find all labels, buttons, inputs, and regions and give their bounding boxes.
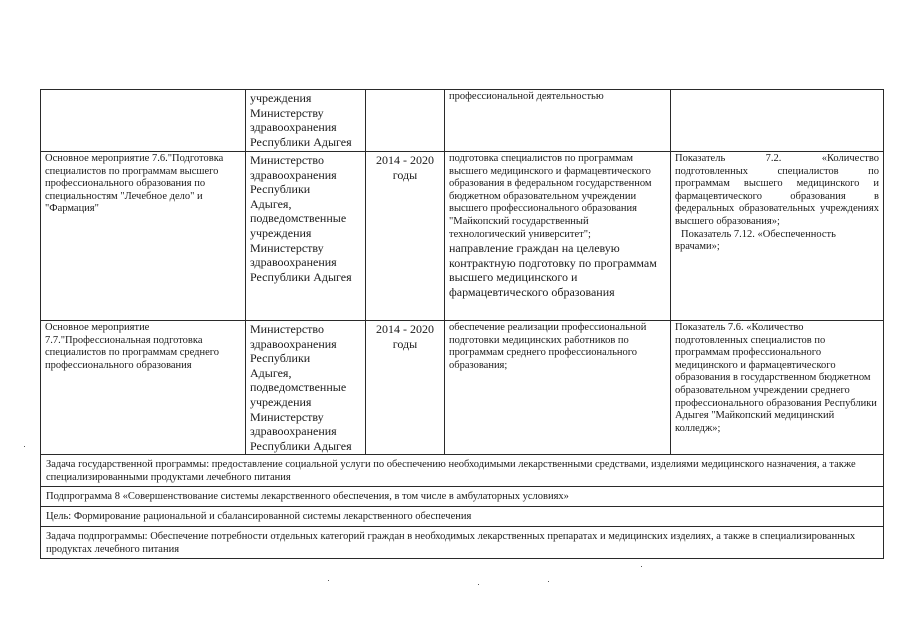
scan-speck — [24, 446, 25, 447]
executor-line: Республики Адыгея — [250, 438, 352, 453]
executor-line: здравоохранения — [250, 120, 337, 135]
table-row — [41, 507, 884, 527]
table-row — [41, 455, 884, 487]
subprogram-task-row: Задача подпрограммы: Обеспечение потребности отдельных категорий граждан в необходимых лекарственных препаратах и медицинских изделиях, а также в специализированных продуктах лечебного питания — [41, 527, 884, 559]
executor-line: Министерству — [250, 409, 324, 424]
executor-line: здравоохранения — [250, 167, 337, 182]
indicator-text: Показатель 7.12. «Обеспеченность врачами»; — [675, 228, 836, 253]
executor-line: Республики — [250, 351, 311, 366]
table-row — [41, 321, 884, 455]
scan-speck — [548, 581, 549, 582]
executor-line: Адыгея, — [250, 196, 292, 211]
measure-cell: Основное мероприятие 7.6."Подготовка специалистов по программам высшего профессионального образования по специальностям "Лечебное дело" и "Фармация" — [41, 152, 246, 321]
table-row — [41, 487, 884, 507]
scan-speck — [328, 580, 329, 581]
executor-line: Министерству — [250, 105, 324, 120]
goal-row: Цель: Формирование рациональной и сбалансированной системы лекарственного обеспечения — [41, 507, 884, 527]
content-cell — [445, 152, 671, 321]
content-cell: обеспечение реализации профессиональной подготовки медицинских работников по программам среднего профессионального образования; — [445, 321, 671, 455]
executor-line: здравоохранения — [250, 336, 337, 351]
measure-cell: Основное мероприятие 7.7."Профессиональная подготовка специалистов по программам среднего профессионального образования — [41, 321, 246, 455]
indicators-cell: Показатель 7.6. «Количество подготовленных специалистов по программам профессионального медицинского и фармацевтического образования в государственном бюджетном образовательном учреждении среднего профессионального образования Республики Адыгея "Майкопский медицинский колледж»; — [671, 321, 884, 455]
executor-cell — [246, 152, 366, 321]
table-row — [41, 527, 884, 559]
executor-line: учреждения — [250, 225, 312, 240]
indicators-cell — [671, 90, 884, 152]
scan-speck — [641, 566, 642, 567]
executor-line: учреждения — [250, 394, 312, 409]
executor-line: Республики Адыгея — [250, 269, 352, 284]
period-cell — [366, 90, 445, 152]
executor-line: здравоохранения — [250, 424, 337, 439]
executor-line: Адыгея, — [250, 365, 292, 380]
executor-cell — [246, 90, 366, 152]
content-text: направление граждан на целевую контрактную подготовку по программам высшего медицинского и фармацевтического образования — [449, 241, 657, 299]
program-measures-table — [40, 89, 884, 559]
table-row — [41, 152, 884, 321]
executor-line: Министерство — [250, 322, 324, 336]
measure-cell — [41, 90, 246, 152]
executor-cell — [246, 321, 366, 455]
executor-line: Республики — [250, 182, 311, 197]
indicators-cell — [671, 152, 884, 321]
indicator-text: Показатель 7.2. «Количество подготовленных специалистов по программам высшего медицинского и фармацевтического образования в федеральных образовательных учреждениях высшего образования»; — [675, 153, 879, 227]
executor-line: Республики Адыгея — [250, 134, 352, 149]
content-text: подготовка специалистов по программам высшего медицинского и фармацевтического образования в федеральном государственном бюджетном образовательном учреждении высшего профессионального образования "Майкопский государственный технологический университет"; — [449, 153, 652, 240]
program-task-row: Задача государственной программы: предоставление социальной услуги по обеспечению необходимыми лекарственными средствами, изделиями медицинского назначения, а также специализированными продуктами лечебного питания — [41, 455, 884, 487]
executor-line: Министерство — [250, 153, 324, 167]
content-cell: профессиональной деятельностью — [445, 90, 671, 152]
executor-line: подведомственные — [250, 211, 347, 226]
executor-line: подведомственные — [250, 380, 347, 395]
table-row — [41, 90, 884, 152]
executor-line: Министерству — [250, 240, 324, 255]
scan-speck — [478, 584, 479, 585]
executor-line: учреждения — [250, 91, 312, 105]
period-cell: 2014 - 2020 годы — [366, 152, 445, 321]
period-cell: 2014 - 2020 годы — [366, 321, 445, 455]
executor-line: здравоохранения — [250, 255, 337, 270]
subprogram-row: Подпрограмма 8 «Совершенствование системы лекарственного обеспечения, в том числе в амбулаторных условиях» — [41, 487, 884, 507]
